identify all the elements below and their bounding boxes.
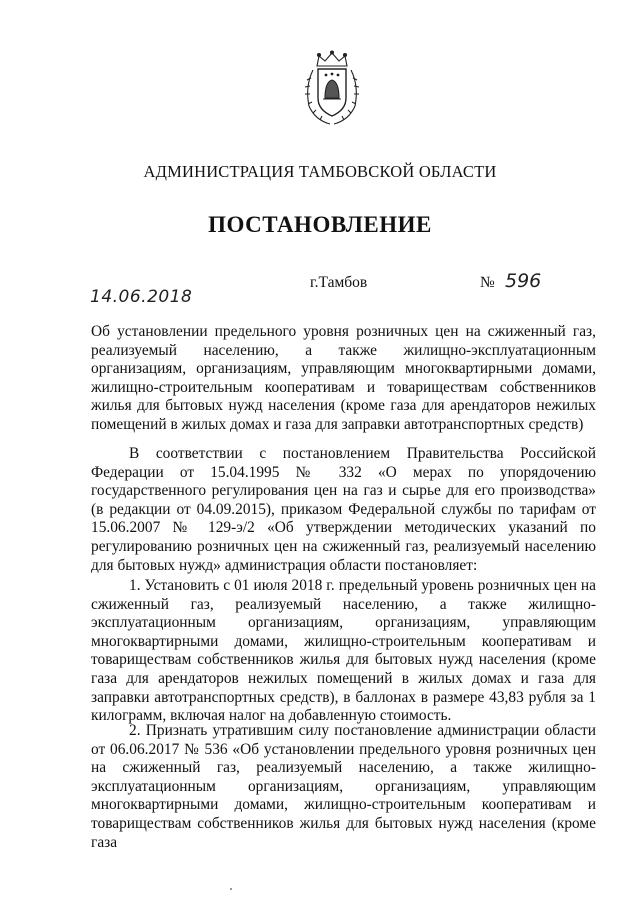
document-preamble: В соответствии с постановлением Правительства Российской Федерации от 15.04.1995 № 332 «О мерах по упорядочению государственного регулирования цен на газ и сырье для его производства» (в редакции от 04.09.2015), приказом Федеральной службы по тарифам от 15.06.2007 № 129-э/2 «Об утверждении методических указаний по регулированию розничных цен на сжиженный газ, реализуемый населению для бытовых нужд» администрация области постановляет: xyxy=(91,445,596,574)
document-city: г.Тамбов xyxy=(310,274,368,291)
document-date: 14.06.2018 xyxy=(90,287,193,307)
coat-of-arms-icon xyxy=(299,50,365,126)
document-type-heading: ПОСТАНОВЛЕНИЕ xyxy=(208,212,432,237)
organization-name: АДМИНИСТРАЦИЯ ТАМБОВСКОЙ ОБЛАСТИ xyxy=(143,162,497,181)
scan-speck xyxy=(230,888,232,890)
document-title: Об установлении предельного уровня розничных цен на сжиженный газ, реализуемый населению, а также жилищно-эксплуатационным организациям, организациям, управляющим многоквартирными домами, жилищно-строительным кооперативам и товариществам собственников жилья для бытовых нужд населения (кроме газа для арендаторов нежилых помещений в жилых домах и газа для заправки автотранспортных средств) xyxy=(91,323,596,433)
resolution-item-2: 2. Признать утратившим силу постановление администрации области от 06.06.2017 № 536 «Об установлении предельного уровня розничных цен на сжиженный газ, реализуемый населению, а также жилищно-эксплуатационным организациям, организациям, управляющим многоквартирными домами, жилищно-строительным кооперативам и товариществам собственников жилья для бытовых нужд населения (кроме газа xyxy=(91,722,596,851)
document-number: 596 xyxy=(505,270,542,292)
resolution-item-1: 1. Установить с 01 июля 2018 г. предельный уровень розничных цен на сжиженный газ, реализуемый населению, а также жилищно-эксплуатационным организациям, организациям, управляющим многоквартирными домами, жилищно-строительным кооперативам и товариществам собственников жилья для бытовых нужд населения (кроме газа для арендаторов нежилых помещений в жилых домах и газа для заправки автотранспортных средств), в баллонах в размере 43,83 рубля за 1 килограмм, включая налог на добавленную стоимость. xyxy=(91,577,596,725)
document-number-label: № xyxy=(480,274,495,291)
